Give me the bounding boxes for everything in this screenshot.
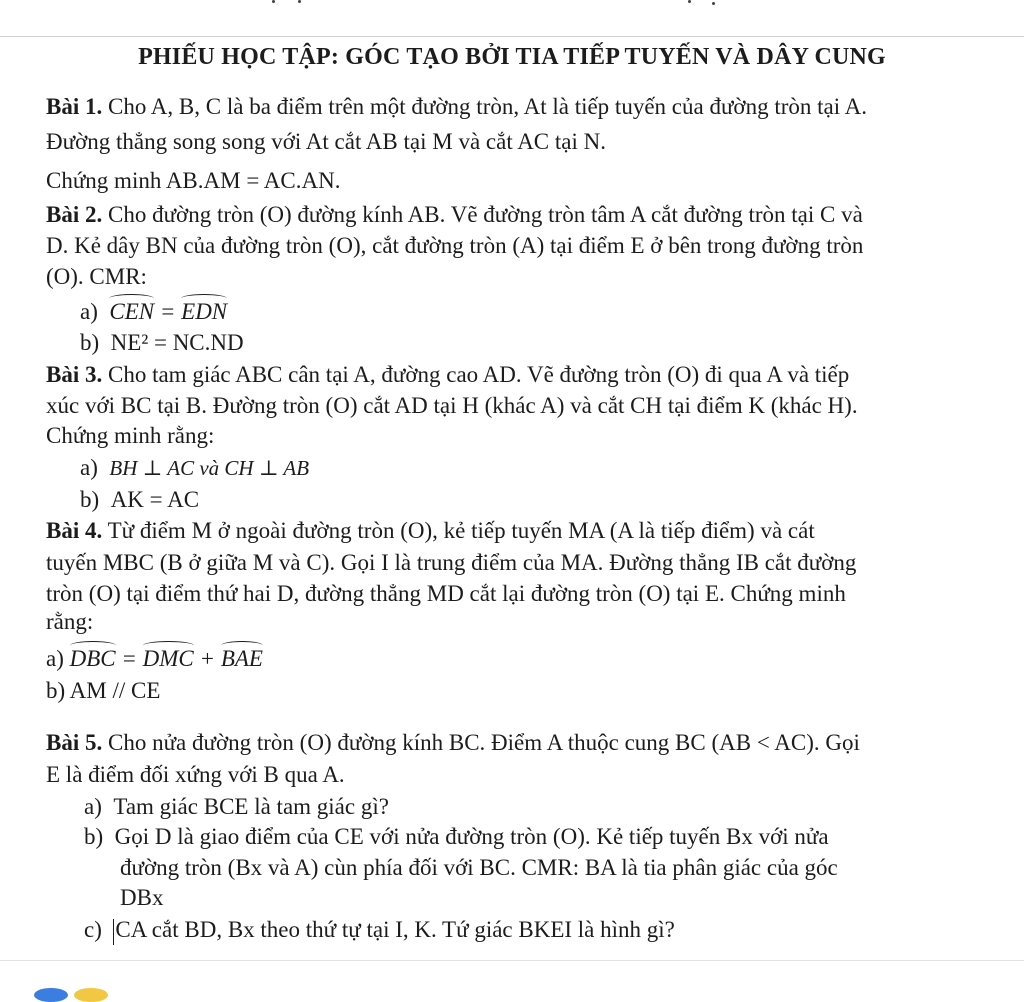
bai1-text1: Cho A, B, C là ba điểm trên một đường tròn, At là tiếp tuyến của đường tròn tại A. bbox=[102, 94, 867, 119]
bai4-line1 bbox=[46, 516, 815, 546]
bai3-item-b bbox=[80, 485, 199, 515]
bai5-b-text2: đường tròn (Bx và A) cùn phía đối với BC. CMR: BA là tia phân giác của góc bbox=[120, 855, 838, 880]
bai5-item-c bbox=[84, 915, 675, 945]
bai2-item-b bbox=[80, 328, 244, 358]
bai4-item-b: b) AM // CE bbox=[46, 678, 161, 703]
bai2-line1 bbox=[46, 200, 863, 230]
bai3-item-a bbox=[80, 453, 309, 483]
bai2-a-marker: a) bbox=[80, 299, 98, 324]
bai5-text1: Cho nửa đường tròn (O) đường kính BC. Điểm A thuộc cung BC (AB < AC). Gọi bbox=[102, 730, 860, 755]
bai2-a-equals: = bbox=[154, 299, 182, 324]
bai3-text1: Cho tam giác ABC cân tại A, đường cao AD. Vẽ đường tròn (O) đi qua A và tiếp bbox=[102, 362, 850, 387]
bai4-line4: rằng: bbox=[46, 609, 94, 634]
bai2-text1: Cho đường tròn (O) đường kính AB. Vẽ đường tròn tâm A cắt đường tròn tại C và bbox=[102, 202, 863, 227]
bai5-line2: E là điểm đối xứng với B qua A. bbox=[46, 762, 345, 787]
bai3-a-text: BH ⊥ AC và CH ⊥ AB bbox=[109, 456, 310, 480]
bai1-line1 bbox=[46, 92, 867, 122]
bai5-b-text3: DBx bbox=[120, 885, 164, 910]
bai3-a-marker: a) bbox=[80, 455, 98, 480]
bai4-item-a bbox=[46, 644, 263, 674]
angle-dbc: DBC bbox=[70, 644, 116, 674]
bai4-text1: Từ điểm M ở ngoài đường tròn (O), kẻ tiếp tuyến MA (A là tiếp điểm) và cát bbox=[102, 518, 815, 543]
bai5-c-marker: c) bbox=[84, 917, 102, 942]
angle-edn: EDN bbox=[181, 297, 227, 327]
bai5-line1 bbox=[46, 728, 860, 758]
bai4-a-plus: + bbox=[193, 646, 221, 671]
bai2-b-marker: b) bbox=[80, 330, 100, 355]
bai2-line3: (O). CMR: bbox=[46, 264, 147, 289]
bai1-line3: Chứng minh AB.AM = AC.AN. bbox=[46, 168, 341, 193]
angle-dmc: DMC bbox=[143, 644, 194, 674]
bai4-line2: tuyến MBC (B ở giữa M và C). Gọi I là trung điểm của MA. Đường thẳng IB cắt đường bbox=[46, 550, 857, 575]
bai3-line3: Chứng minh rằng: bbox=[46, 423, 215, 448]
bai5-item-a bbox=[84, 792, 389, 822]
bai5-item-b bbox=[84, 822, 829, 852]
bai2-item-a bbox=[80, 297, 227, 327]
bai1-line2: Đường thẳng song song với At cắt AB tại M và cắt AC tại N. bbox=[46, 129, 606, 154]
bai5-c-text: CA cắt BD, Bx theo thứ tự tại I, K. Tứ giác BKEI là hình gì? bbox=[115, 917, 675, 942]
bai4-label: Bài 4. bbox=[46, 518, 103, 543]
bai2-label: Bài 2. bbox=[46, 202, 103, 227]
blue-dot-icon bbox=[34, 988, 68, 1002]
bai2-line2: D. Kẻ dây BN của đường tròn (O), cắt đường tròn (A) tại điểm E ở bên trong đường tròn bbox=[46, 233, 864, 258]
top-divider bbox=[0, 36, 1024, 37]
bai1-label: Bài 1. bbox=[46, 94, 103, 119]
bai5-a-marker: a) bbox=[84, 794, 102, 819]
bai2-b-text: NE² = NC.ND bbox=[110, 330, 244, 355]
bai4-a-marker: a) bbox=[46, 646, 64, 671]
bai3-label: Bài 3. bbox=[46, 362, 103, 387]
yellow-dot-icon bbox=[74, 988, 108, 1002]
angle-bae: BAE bbox=[221, 644, 263, 674]
bottom-divider bbox=[0, 960, 1024, 961]
bai4-line3: tròn (O) tại điểm thứ hai D, đường thẳng MD cắt lại đường tròn (O) tại E. Chứng minh bbox=[46, 581, 846, 606]
worksheet-title: PHIẾU HỌC TẬP: GÓC TẠO BỞI TIA TIẾP TUYẾN VÀ DÂY CUNG bbox=[138, 44, 886, 70]
top-edge-artifacts bbox=[0, 0, 1024, 10]
bai5-b-marker: b) bbox=[84, 824, 104, 849]
bai5-b-text1: Gọi D là giao điểm của CE với nửa đường tròn (O). Kẻ tiếp tuyến Bx với nửa bbox=[114, 824, 829, 849]
bai3-b-text: AK = AC bbox=[110, 487, 200, 512]
bai3-line2: xúc với BC tại B. Đường tròn (O) cắt AD tại H (khác A) và cắt CH tại điểm K (khác H). bbox=[46, 393, 858, 418]
bai4-a-equals: = bbox=[115, 646, 143, 671]
bai5-a-text: Tam giác BCE là tam giác gì? bbox=[113, 794, 389, 819]
bai3-b-marker: b) bbox=[80, 487, 100, 512]
bai3-line1 bbox=[46, 360, 849, 390]
bai5-label: Bài 5. bbox=[46, 730, 103, 755]
angle-cen: CEN bbox=[109, 297, 154, 327]
